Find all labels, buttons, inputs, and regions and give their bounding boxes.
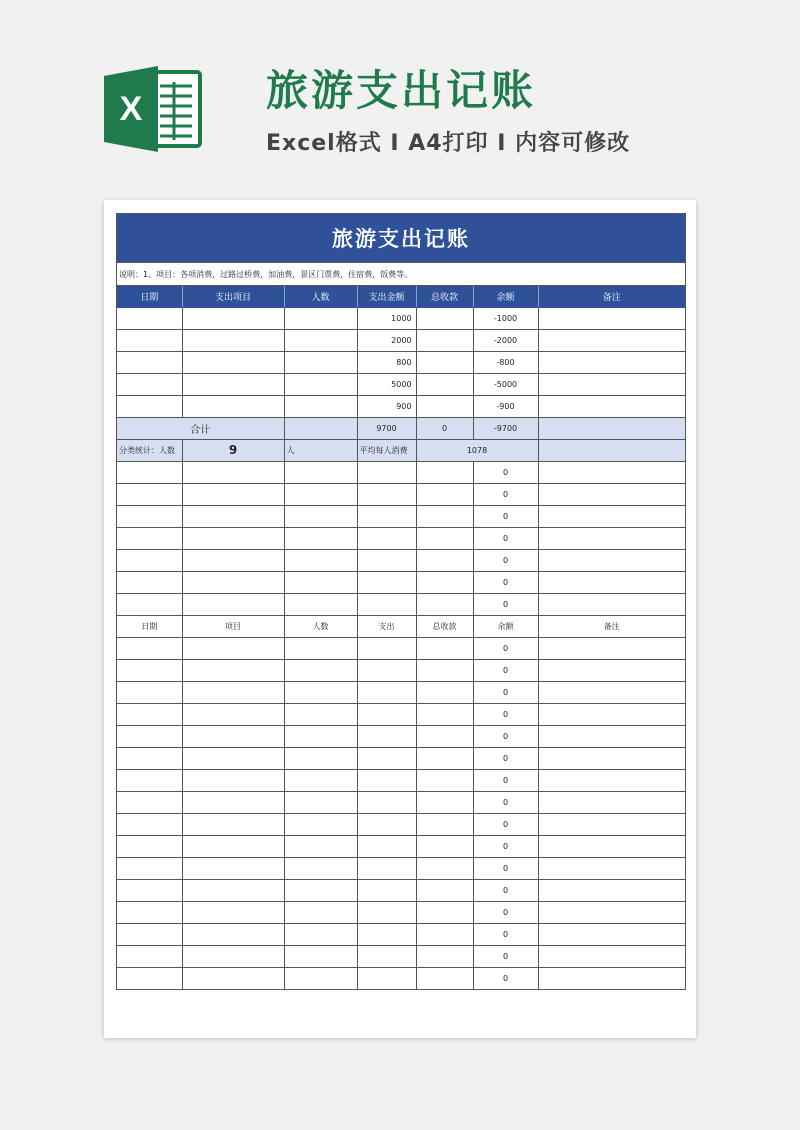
blank-row xyxy=(117,593,685,615)
table-cell[interactable] xyxy=(357,549,416,571)
table-cell[interactable] xyxy=(538,461,685,483)
table-cell[interactable] xyxy=(538,549,685,571)
stats-label[interactable]: 分类统计：人数 xyxy=(117,439,182,461)
balance-cell[interactable]: 0 xyxy=(473,637,538,659)
table-cell[interactable] xyxy=(182,901,284,923)
table-cell[interactable] xyxy=(357,681,416,703)
table-cell[interactable] xyxy=(182,373,284,395)
table-cell[interactable] xyxy=(182,967,284,989)
stats-count[interactable]: 9 xyxy=(182,439,284,461)
table-cell[interactable] xyxy=(182,747,284,769)
table-cell[interactable] xyxy=(117,901,182,923)
table-cell[interactable] xyxy=(284,681,357,703)
table-cell[interactable] xyxy=(117,681,182,703)
table-cell[interactable] xyxy=(357,923,416,945)
table-cell[interactable] xyxy=(538,923,685,945)
balance-cell[interactable]: 0 xyxy=(473,791,538,813)
table-cell[interactable] xyxy=(416,681,473,703)
table-cell[interactable] xyxy=(182,659,284,681)
blank-row xyxy=(117,461,685,483)
balance-cell[interactable]: 0 xyxy=(473,659,538,681)
table-cell[interactable] xyxy=(182,923,284,945)
table-cell[interactable] xyxy=(117,637,182,659)
table-cell[interactable] xyxy=(538,329,685,351)
table-cell[interactable] xyxy=(538,791,685,813)
table-cell[interactable] xyxy=(117,461,182,483)
hero-subtitle: Excel格式 I A4打印 I 内容可修改 xyxy=(266,131,631,156)
table-cell[interactable] xyxy=(538,835,685,857)
balance-cell[interactable]: 0 xyxy=(473,483,538,505)
table-cell[interactable] xyxy=(117,527,182,549)
table-cell[interactable] xyxy=(538,527,685,549)
table-cell[interactable] xyxy=(416,659,473,681)
table-cell[interactable] xyxy=(182,681,284,703)
table-cell[interactable] xyxy=(182,725,284,747)
table-cell[interactable] xyxy=(284,659,357,681)
balance-cell[interactable]: 0 xyxy=(473,527,538,549)
table-cell[interactable] xyxy=(416,813,473,835)
blank-row xyxy=(117,637,685,659)
header-cell[interactable]: 余额 xyxy=(473,615,538,637)
hero-title: 旅游支出记账 xyxy=(266,66,537,115)
table-cell[interactable] xyxy=(357,505,416,527)
table-cell[interactable] xyxy=(357,483,416,505)
table-cell[interactable] xyxy=(416,725,473,747)
blank-row xyxy=(117,703,685,725)
table-cell[interactable] xyxy=(182,483,284,505)
header-cell[interactable]: 总收款 xyxy=(416,615,473,637)
table-cell[interactable] xyxy=(182,703,284,725)
table-cell[interactable] xyxy=(117,351,182,373)
blank-row xyxy=(117,813,685,835)
table-cell[interactable] xyxy=(538,505,685,527)
table-cell[interactable] xyxy=(284,791,357,813)
table-cell[interactable] xyxy=(284,329,357,351)
table-cell[interactable] xyxy=(117,945,182,967)
balance-cell[interactable]: -800 xyxy=(473,351,538,373)
header-cell: 人数 xyxy=(284,286,357,307)
expense-row xyxy=(117,395,685,417)
balance-cell[interactable]: 0 xyxy=(473,461,538,483)
table-cell[interactable] xyxy=(182,791,284,813)
table-cell[interactable] xyxy=(117,659,182,681)
table-cell[interactable] xyxy=(284,835,357,857)
balance-cell[interactable]: 0 xyxy=(473,747,538,769)
table-cell[interactable] xyxy=(357,527,416,549)
table-cell[interactable] xyxy=(416,329,473,351)
total-amount[interactable]: 9700 xyxy=(357,417,416,439)
blank-row xyxy=(117,901,685,923)
blank-row xyxy=(117,725,685,747)
table-cell[interactable] xyxy=(117,703,182,725)
table-cell[interactable] xyxy=(117,373,182,395)
table-cell[interactable] xyxy=(357,461,416,483)
table-cell[interactable] xyxy=(416,571,473,593)
table-cell[interactable] xyxy=(416,747,473,769)
table-cell[interactable] xyxy=(538,769,685,791)
table-cell[interactable] xyxy=(416,351,473,373)
balance-cell[interactable]: 0 xyxy=(473,703,538,725)
expense-row xyxy=(117,373,685,395)
table-cell[interactable] xyxy=(284,857,357,879)
excel-logo-icon xyxy=(104,66,202,152)
blank-row xyxy=(117,527,685,549)
table-cell[interactable] xyxy=(182,461,284,483)
table-cell[interactable] xyxy=(117,967,182,989)
balance-cell[interactable]: 0 xyxy=(473,901,538,923)
table-cell[interactable] xyxy=(416,835,473,857)
balance-cell[interactable]: 0 xyxy=(473,725,538,747)
amount-cell[interactable]: 800 xyxy=(357,351,416,373)
total-received[interactable]: 0 xyxy=(416,417,473,439)
stats-unit[interactable]: 人 xyxy=(284,439,357,461)
spreadsheet-paper xyxy=(104,200,696,1038)
table-cell[interactable] xyxy=(117,593,182,615)
table-cell[interactable] xyxy=(357,813,416,835)
header-cell: 总收款 xyxy=(416,286,473,307)
blank-row xyxy=(117,791,685,813)
table-cell[interactable] xyxy=(284,747,357,769)
blank-row xyxy=(117,483,685,505)
table-cell[interactable] xyxy=(416,901,473,923)
table-cell[interactable] xyxy=(182,637,284,659)
blank-row xyxy=(117,505,685,527)
table-cell[interactable] xyxy=(117,549,182,571)
table-cell[interactable] xyxy=(538,373,685,395)
table-cell[interactable] xyxy=(284,395,357,417)
table-cell[interactable] xyxy=(538,439,685,461)
table-cell[interactable] xyxy=(284,703,357,725)
table-cell[interactable] xyxy=(117,725,182,747)
table-cell[interactable] xyxy=(284,879,357,901)
table-cell[interactable] xyxy=(117,857,182,879)
table-cell[interactable] xyxy=(284,923,357,945)
table-cell[interactable] xyxy=(416,593,473,615)
avg-value[interactable]: 1078 xyxy=(416,439,538,461)
balance-cell[interactable]: -2000 xyxy=(473,329,538,351)
blank-row xyxy=(117,747,685,769)
total-balance[interactable]: -9700 xyxy=(473,417,538,439)
table-cell[interactable] xyxy=(538,637,685,659)
table-cell[interactable] xyxy=(538,901,685,923)
table-cell[interactable] xyxy=(182,593,284,615)
header-cell: 支出项目 xyxy=(182,286,284,307)
table-cell[interactable] xyxy=(117,923,182,945)
header-cell: 余额 xyxy=(473,286,538,307)
header-cell[interactable]: 项目 xyxy=(182,615,284,637)
expense-table xyxy=(117,286,685,989)
balance-cell[interactable]: 0 xyxy=(473,571,538,593)
table-cell[interactable] xyxy=(538,417,685,439)
expense-sheet xyxy=(116,213,686,990)
table-cell[interactable] xyxy=(357,571,416,593)
table-cell[interactable] xyxy=(357,593,416,615)
table-cell[interactable] xyxy=(182,307,284,329)
balance-cell[interactable]: 0 xyxy=(473,879,538,901)
header-row xyxy=(117,286,685,307)
blank-row xyxy=(117,923,685,945)
balance-cell[interactable]: 0 xyxy=(473,769,538,791)
table-cell[interactable] xyxy=(357,769,416,791)
balance-cell[interactable]: 0 xyxy=(473,593,538,615)
table-cell[interactable] xyxy=(182,879,284,901)
table-cell[interactable] xyxy=(284,527,357,549)
table-cell[interactable] xyxy=(538,967,685,989)
table-cell[interactable] xyxy=(182,505,284,527)
table-cell[interactable] xyxy=(284,901,357,923)
blank-row xyxy=(117,945,685,967)
table-cell[interactable] xyxy=(538,659,685,681)
table-cell[interactable] xyxy=(182,857,284,879)
table-cell[interactable] xyxy=(538,857,685,879)
table-cell[interactable] xyxy=(538,725,685,747)
header-cell[interactable]: 支出 xyxy=(357,615,416,637)
table-cell[interactable] xyxy=(416,923,473,945)
balance-cell[interactable]: 0 xyxy=(473,505,538,527)
table-cell[interactable] xyxy=(416,703,473,725)
table-cell[interactable] xyxy=(182,527,284,549)
table-cell[interactable] xyxy=(538,395,685,417)
balance-cell[interactable]: 0 xyxy=(473,967,538,989)
table-cell[interactable] xyxy=(284,351,357,373)
svg-text:X: X xyxy=(119,90,143,128)
balance-cell[interactable]: 0 xyxy=(473,549,538,571)
table-cell[interactable] xyxy=(182,835,284,857)
table-cell[interactable] xyxy=(357,725,416,747)
balance-cell[interactable]: 0 xyxy=(473,857,538,879)
table-cell[interactable] xyxy=(284,593,357,615)
table-cell[interactable] xyxy=(117,483,182,505)
table-cell[interactable] xyxy=(538,571,685,593)
table-cell[interactable] xyxy=(284,967,357,989)
table-cell[interactable] xyxy=(357,747,416,769)
table-cell[interactable] xyxy=(117,505,182,527)
stats-row xyxy=(117,439,685,461)
table-cell[interactable] xyxy=(357,945,416,967)
table-cell[interactable] xyxy=(284,637,357,659)
blank-row xyxy=(117,659,685,681)
balance-cell[interactable]: -1000 xyxy=(473,307,538,329)
table-cell[interactable] xyxy=(284,307,357,329)
table-cell[interactable] xyxy=(416,967,473,989)
table-cell[interactable] xyxy=(117,571,182,593)
header-cell[interactable]: 日期 xyxy=(117,615,182,637)
table-cell[interactable] xyxy=(416,461,473,483)
table-cell[interactable] xyxy=(117,747,182,769)
table-cell[interactable] xyxy=(284,571,357,593)
table-cell[interactable] xyxy=(284,813,357,835)
header-cell[interactable]: 人数 xyxy=(284,615,357,637)
table-cell[interactable] xyxy=(284,461,357,483)
table-cell[interactable] xyxy=(182,945,284,967)
table-cell[interactable] xyxy=(357,879,416,901)
balance-cell[interactable]: 0 xyxy=(473,813,538,835)
amount-cell[interactable]: 2000 xyxy=(357,329,416,351)
table-cell[interactable] xyxy=(357,835,416,857)
table-cell[interactable] xyxy=(416,307,473,329)
table-cell[interactable] xyxy=(284,373,357,395)
table-cell[interactable] xyxy=(117,307,182,329)
table-cell[interactable] xyxy=(416,791,473,813)
table-cell[interactable] xyxy=(357,857,416,879)
table-cell[interactable] xyxy=(416,549,473,571)
table-cell[interactable] xyxy=(538,307,685,329)
table-cell[interactable] xyxy=(117,835,182,857)
table-cell[interactable] xyxy=(182,813,284,835)
sheet-note: 说明：1、项目：各项消费，过路过桥费，加油费，景区门票费，住宿费，饭费等。 xyxy=(117,263,685,286)
table-cell[interactable] xyxy=(416,483,473,505)
table-cell[interactable] xyxy=(182,395,284,417)
table-cell[interactable] xyxy=(416,857,473,879)
table-cell[interactable] xyxy=(538,703,685,725)
table-cell[interactable] xyxy=(117,329,182,351)
amount-cell[interactable]: 5000 xyxy=(357,373,416,395)
table-cell[interactable] xyxy=(117,879,182,901)
table-cell[interactable] xyxy=(357,967,416,989)
table-cell[interactable] xyxy=(538,483,685,505)
table-cell[interactable] xyxy=(117,395,182,417)
blank-row xyxy=(117,879,685,901)
balance-cell[interactable]: 0 xyxy=(473,835,538,857)
table-cell[interactable] xyxy=(538,747,685,769)
table-cell[interactable] xyxy=(416,373,473,395)
blank-row xyxy=(117,857,685,879)
blank-row xyxy=(117,769,685,791)
amount-cell[interactable]: 900 xyxy=(357,395,416,417)
table-cell[interactable] xyxy=(538,945,685,967)
table-cell[interactable] xyxy=(182,571,284,593)
balance-cell[interactable]: 0 xyxy=(473,681,538,703)
table-cell[interactable] xyxy=(357,901,416,923)
table-cell[interactable] xyxy=(357,703,416,725)
blank-row xyxy=(117,549,685,571)
balance-cell[interactable]: -5000 xyxy=(473,373,538,395)
balance-cell[interactable]: 0 xyxy=(473,923,538,945)
table-cell[interactable] xyxy=(538,351,685,373)
blank-row xyxy=(117,571,685,593)
table-cell[interactable] xyxy=(416,505,473,527)
table-cell[interactable] xyxy=(284,549,357,571)
table-cell[interactable] xyxy=(117,813,182,835)
header-cell: 日期 xyxy=(117,286,182,307)
table-cell[interactable] xyxy=(284,483,357,505)
blank-row xyxy=(117,835,685,857)
table-cell[interactable] xyxy=(538,593,685,615)
table-cell[interactable] xyxy=(357,659,416,681)
table-cell[interactable] xyxy=(357,637,416,659)
table-cell[interactable] xyxy=(182,549,284,571)
table-cell[interactable] xyxy=(117,791,182,813)
header-cell: 备注 xyxy=(538,286,685,307)
balance-cell[interactable]: 0 xyxy=(473,945,538,967)
header-cell[interactable]: 备注 xyxy=(538,615,685,637)
amount-cell[interactable]: 1000 xyxy=(357,307,416,329)
expense-row xyxy=(117,307,685,329)
table-cell[interactable] xyxy=(416,637,473,659)
table-cell[interactable] xyxy=(182,769,284,791)
table-cell[interactable] xyxy=(284,417,357,439)
expense-row xyxy=(117,351,685,373)
table-cell[interactable] xyxy=(416,769,473,791)
table-cell[interactable] xyxy=(538,879,685,901)
table-cell[interactable] xyxy=(117,769,182,791)
table-cell[interactable] xyxy=(284,769,357,791)
table-cell[interactable] xyxy=(416,945,473,967)
table-cell[interactable] xyxy=(284,945,357,967)
table-cell[interactable] xyxy=(538,681,685,703)
header-cell: 支出金额 xyxy=(357,286,416,307)
blank-row xyxy=(117,967,685,989)
table-cell[interactable] xyxy=(416,395,473,417)
table-cell[interactable] xyxy=(182,351,284,373)
table-cell[interactable] xyxy=(357,791,416,813)
total-row xyxy=(117,417,685,439)
blank-row xyxy=(117,681,685,703)
header-row-2 xyxy=(117,615,685,637)
expense-row xyxy=(117,329,685,351)
table-cell[interactable] xyxy=(416,879,473,901)
table-cell[interactable] xyxy=(416,527,473,549)
sheet-title: 旅游支出记账 xyxy=(117,214,685,263)
total-label[interactable]: 合计 xyxy=(117,417,284,439)
avg-label[interactable]: 平均每人消费 xyxy=(357,439,416,461)
balance-cell[interactable]: -900 xyxy=(473,395,538,417)
table-cell[interactable] xyxy=(284,505,357,527)
table-cell[interactable] xyxy=(284,725,357,747)
table-cell[interactable] xyxy=(538,813,685,835)
table-cell[interactable] xyxy=(182,329,284,351)
